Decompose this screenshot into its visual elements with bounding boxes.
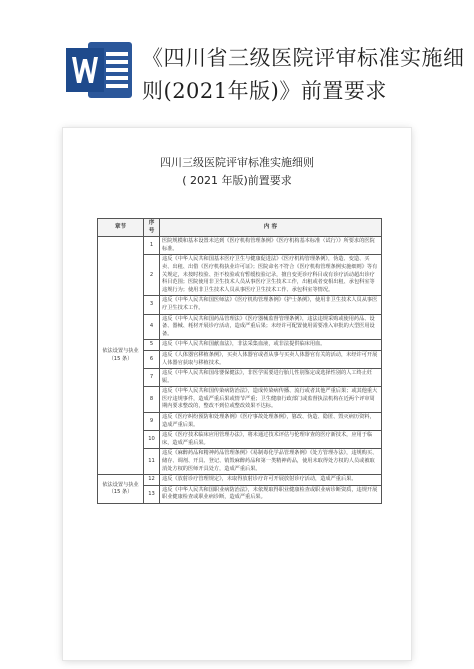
row-number: 3 [144,296,160,314]
row-number: 8 [144,387,160,413]
row-number: 13 [144,485,160,503]
row-number: 12 [144,475,160,486]
page-title: 《四川省三级医院评审标准实施细则(2021年版)》前置要求 [142,46,465,103]
row-number: 2 [144,255,160,296]
document-title [63,154,411,190]
row-number: 7 [144,369,160,387]
row-content: 违反《麻醉药品和精神药品管理条例》《易制毒化学品管理条例》《处方管理办法》，违规购买、储存、调剂、开具、登记、销毁麻醉药品和第一类精神药品，使用未取得处方权的人员或被取消处方权的医师开具处方，造成严重后果。 [160,449,382,475]
header [0,0,474,120]
table-header-row [98,219,382,237]
row-number: 4 [144,314,160,340]
row-number: 9 [144,413,160,431]
row-content: 违反《中华人民共和国传染病防治法》，造成传染病传播、流行或者其他严重后果；或其他重大医疗违规事件，造成严重后果或情节严重；卫生健康行政部门或监督执法机构在近两个评审周期内要求整改的，整改不到位或整改效果不达标。 [160,387,382,413]
document-title-line1: 四川三级医院评审标准实施细则 [160,156,314,169]
document-preview [63,128,411,660]
table-row [98,475,382,486]
row-content: 医院规模和基本设置未达到《医疗机构管理条例》《医疗机构基本标准（试行）》所要求的医院标准。 [160,237,382,255]
row-content: 违反《放射诊疗管理规定》，未取得放射诊疗许可开展放射诊疗活动，造成严重后果。 [160,475,382,486]
header-number: 序号 [144,219,160,237]
chapter-cell: 依法设置与执业（15 条） [98,475,144,504]
row-content: 违反《中华人民共和国基本医疗卫生与健康促进法》《医疗机构管理条例》，伪造、变造、买卖、出租、出借《医疗机构执业许可证》；医院命名不符合《医疗机构管理条例实施细则》等有关规定，未按时校验、拒不校验或有暂缓校验记录，擅自变更诊疗科目或有诊疗活动超出诊疗科目范围；医院使用非卫生技术人员从事医疗卫生技术工作，出租或者变相出租、承包科室等违规行为；使用非卫生技术人员从事医疗卫生技术工作、承包科室等情况。 [160,255,382,296]
row-number: 1 [144,237,160,255]
header-content: 内 容 [160,219,382,237]
chapter-cell: 依法设置与执业（15 条） [98,237,144,475]
document-title-line2: ( 2021 年版)前置要求 [182,174,292,187]
row-content: 违反《中华人民共和国献血法》，非法采集血液，或非法提供临床用血。 [160,340,382,351]
row-content: 违反《人体器官移植条例》，买卖人体器官或者从事与买卖人体器官有关的活动，未经许可开展人体器官获取与移植技术。 [160,350,382,368]
row-content: 违反《中华人民共和国职业病防治法》，未依规取得职业健康检查或职业病诊断资质，违规开展职业健康检查或职业病诊断，造成严重后果。 [160,485,382,503]
row-content: 违反《医疗纠纷预防和处理条例》《医疗事故处理条例》，篡改、伪造、隐匿、毁灭病历资料，造成严重后果。 [160,413,382,431]
row-number: 10 [144,431,160,449]
row-number: 5 [144,340,160,351]
row-content: 违反《中华人民共和国母婴保健法》，非医学需要进行胎儿性别鉴定或选择性别的人工终止妊娠。 [160,369,382,387]
row-content: 违反《医疗技术临床应用管理办法》，将未通过技术评估与伦理审查的医疗新技术，应用于临床，造成严重后果。 [160,431,382,449]
header-chapter: 章节 [98,219,144,237]
row-number: 11 [144,449,160,475]
row-content: 违反《中华人民共和国医师法》《医疗机构管理条例》《护士条例》，使用非卫生技术人员从事医疗卫生技术工作。 [160,296,382,314]
table-row [98,237,382,255]
row-content: 违反《中华人民共和国药品管理法》《医疗器械监督管理条例》，违法违规采购或使用药品、设备、器械、耗材开展诊疗活动，造成严重后果；未经许可配置使用需要准入审批的大型医用设备。 [160,314,382,340]
requirements-table [97,218,382,504]
row-number: 6 [144,350,160,368]
word-icon [66,40,134,100]
